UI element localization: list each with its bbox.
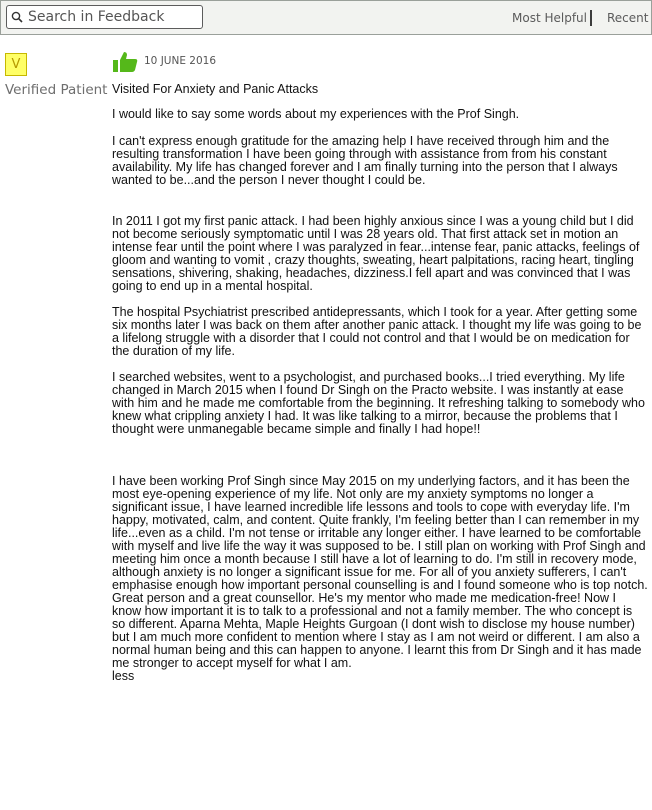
review-body	[112, 108, 648, 683]
search-input[interactable]	[28, 9, 198, 25]
feedback-toolbar	[0, 0, 652, 35]
review-date: 10 JUNE 2016	[144, 55, 217, 67]
review-paragraph: The hospital Psychiatrist prescribed antidepressants, which I took for a year. After getting some six months later I was back on them after another panic attack. I thought my life was going to be a lifelong struggle with a disorder that I could not control and that I would be on medication for the duration of my life.	[112, 305, 642, 358]
review-paragraph: I have been working Prof Singh since May 2015 on my underlying factors, and it has been the most eye-opening experience of my life. Not only are my anxiety symptoms no longer a significant issue, I have learned incredible life lessons and tools to cope with everyday life. I'm happy, motivated, calm, and content. Quite frankly, I'm feeling better than I can remember in my life...even as a child. I'm not tense or irritable any longer either. I have learned to be comfortable with myself and live life the way it was supposed to be. I still plan on working with Prof Singh and meeting him once a month because I still have a lot of learning to do. I'm still in recovery mode, although anxiety is no longer a significant issue for me. For all of you anxiety sufferers, I can't emphasise enough how important personal counselling is and I found someone who is top notch. Great person and a great counsellor. He's my mentor who made me medication-free! Now I know how important it is to talk to a professional and not a family member. The who concept is so different. Aparna Mehta, Maple Heights Gurgoan (I dont wish to disclose my house number) but I am much more confident to mention where I stay as I am not weird or different. I am also a normal human being and this can happen to anyone. I learnt this from Dr Singh and it has made me stronger to accept myself for what I am.	[112, 474, 648, 670]
sort-recent-link[interactable]: Recent	[607, 11, 649, 25]
review-paragraph: I can't express enough gratitude for the amazing help I have received through him and the resulting transformation I have been going through with assistance from from his constant availability. My life has changed forever and I am finally turning into the person that I always wanted to be...and the person I never thought I could be.	[112, 134, 618, 187]
review-paragraph: I would like to say some words about my experiences with the Prof Singh.	[112, 107, 520, 121]
review-paragraph: In 2011 I got my first panic attack. I had been highly anxious since I was a young child but I did not become seriously symptomatic until I was 28 years old. That first attack set in motion an intense fear until the point where I was paralyzed in fear...intense fear, panic attacks, feelings of gloom and wanting to vomit , crazy thoughts, sweating, heart palpitations, racing heart, tingling sensations, shivering, shaking, headaches, dizziness.I fell apart and was convinced that I was going to end up in a mental hospital.	[112, 214, 640, 293]
reviewer-avatar: V	[5, 53, 27, 76]
verified-patient-label: Verified Patient	[5, 82, 108, 98]
search-icon	[11, 11, 23, 23]
review-paragraph: I searched websites, went to a psychologist, and purchased books...I tried everything. My life changed in March 2015 when I found Dr Singh on the Practo website. I was instantly at ease with him and he made me comfortable from the beginning. It refreshing talking to somebody who knew what crippling anxiety I had. It was like talking to a mirror, because the problems that I thought were unmanegable became simple and finally I had hope!!	[112, 370, 645, 436]
sort-divider	[590, 10, 592, 26]
sort-most-helpful-link[interactable]: Most Helpful	[512, 11, 587, 25]
thumbs-up-icon	[112, 51, 138, 73]
search-box[interactable]	[6, 5, 203, 29]
visited-for-heading: Visited For Anxiety and Panic Attacks	[112, 82, 319, 96]
less-link[interactable]: less	[112, 669, 135, 683]
